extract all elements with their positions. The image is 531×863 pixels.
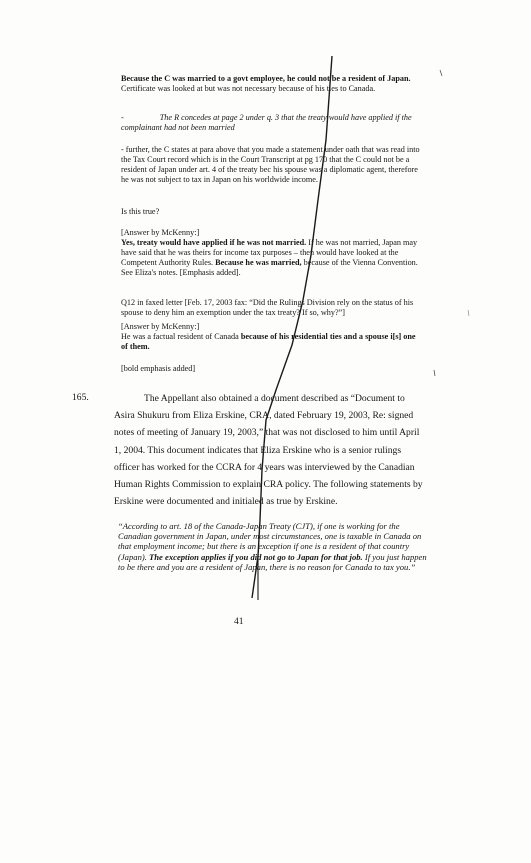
erskine-quote: “According to art. 18 of the Canada-Japan Treaty (CJT), if one is working for the Canadian government in Japan, under most circumstances, one is taxable in Canada on that employment income; but there is an exception if one is a resident of that country (Japan). The exception applies if you did not go to Japan for that job. If you just happen to be there and you are a resident of Japan, there is no reason for Canada to tax you.” — [118, 521, 427, 572]
emphasis-note: [bold emphasis added] — [121, 364, 196, 373]
paragraph-165: The Appellant also obtained a document described as “Document to Asira Shukuru from Eliza Erskine, CRA, dated February 19, 2003, Re: signed notes of meeting of January 19, 2003,” that was not disclosed to him until April 1, 2004. This document indicates that Eliza Erskine who is a senior rulings officer has worked for the CCRA for 4 years was interviewed by the Canadian Human Rights Commission to explain CRA policy. The following statements by Erskine were documented and initialed as true by Erskine. — [114, 393, 423, 508]
mckenny-answer-1: [Answer by McKenny:] Yes, treaty would have applied if he was not married. If he was not married, Japan may have said that he was theirs for income tax purposes – then would have looked at the Competent Authority Rules. Because he was married, because of the Vienna Convention. See Eliza's notes. [Emphasis added]. — [121, 228, 418, 277]
concession-note: - The R concedes at page 2 under q. 3 that the treaty would have applied if the complainant had not been married — [121, 113, 412, 132]
mckenny-answer-2: [Answer by McKenny:] He was a factual resident of Canada because of his residential ties and a spouse i[s] one of them. — [121, 322, 416, 351]
paragraph-number: 165. — [72, 392, 89, 403]
q12-text: Q12 in faxed letter [Feb. 17, 2003 fax: “Did the Rulings Division rely on the status of his spouse to deny him an exemption under the tax treaty? If so, why?”] — [121, 298, 414, 317]
page-number: 41 — [234, 617, 244, 627]
answer-text: Because the C was married to a govt employee, he could not be a resident of Japan. Certificate was looked at but was not necessary because of his ties to Canada. — [121, 74, 411, 93]
further-claim: - further, the C states at para above that you made a statement under oath that was read into the Tax Court record which is in the Court Transcript at pg 170 that the C could not be a resident of Japan under art. 4 of the treaty bec his spouse was a diplomatic agent, therefore he was not subject to tax in Japan on his worldwide income. — [121, 145, 420, 184]
question-text: Is this true? — [121, 207, 160, 216]
